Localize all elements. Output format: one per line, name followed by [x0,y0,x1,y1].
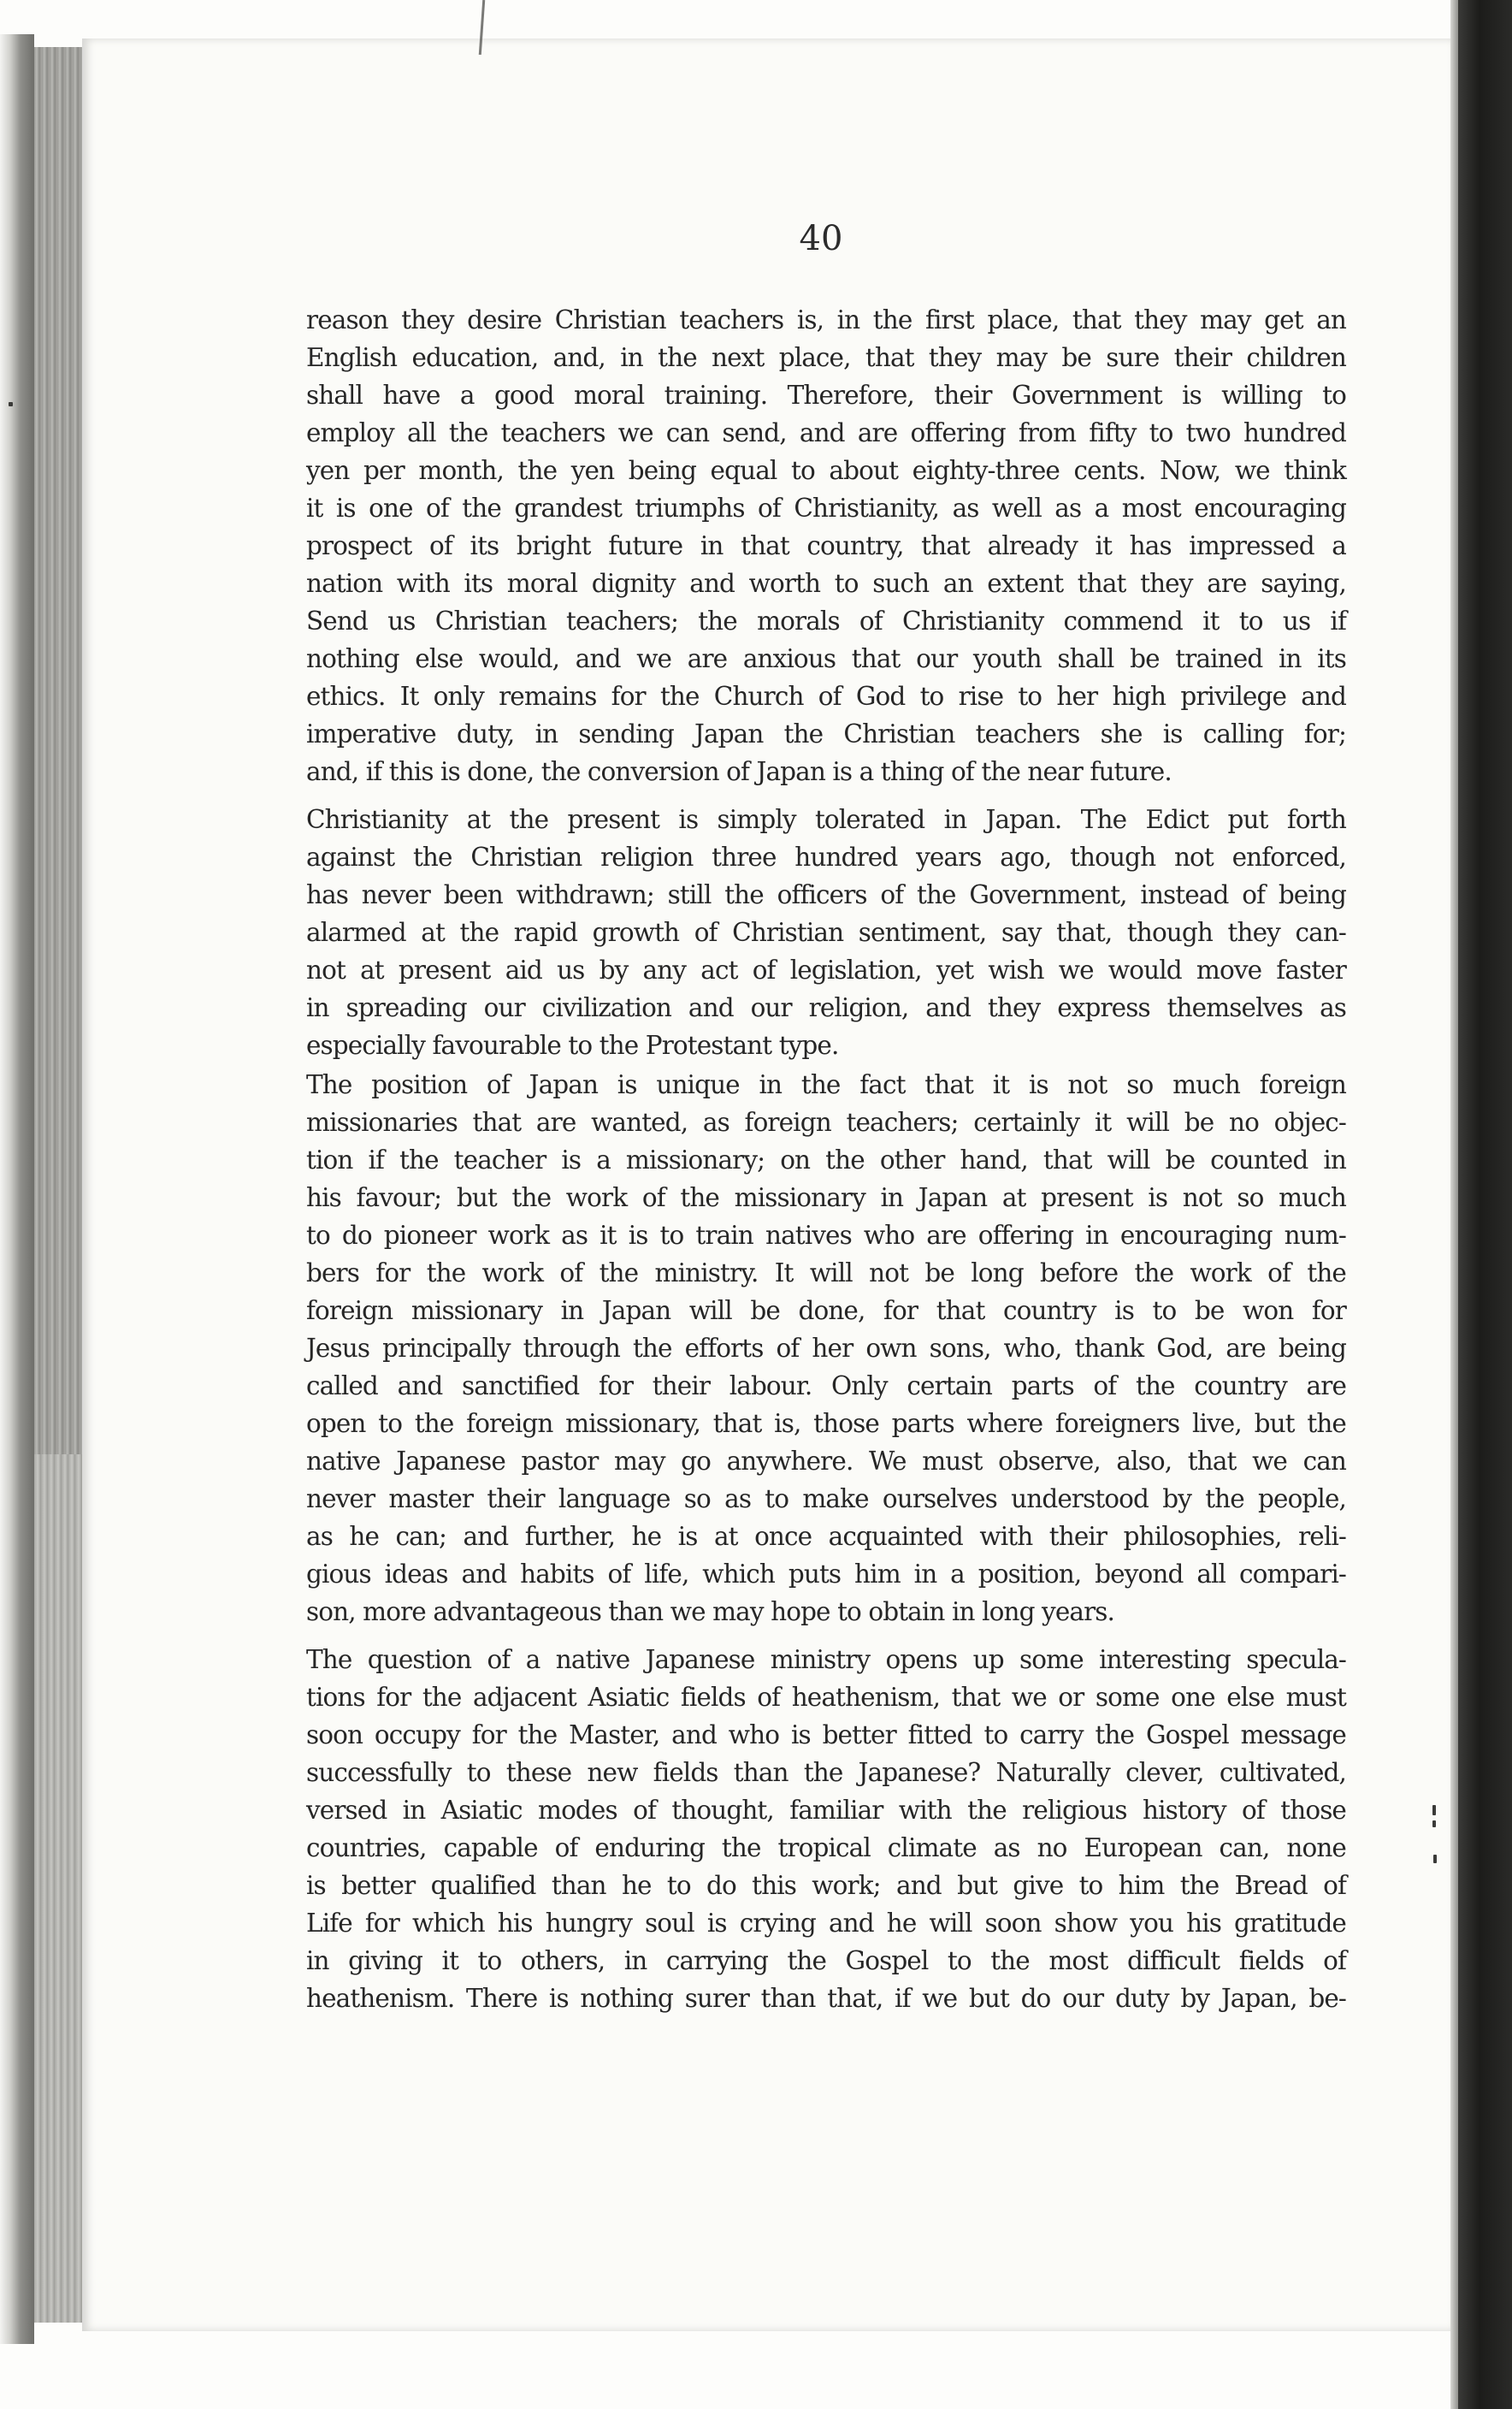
dust-speck [1433,1855,1437,1863]
text-line: bers for the work of the ministry. It will not be long before the work of the [306,1258,1346,1287]
paragraph-2 [306,801,1346,1064]
text-line: imperative duty, in sending Japan the Christian teachers she is calling for; [306,719,1346,749]
text-line: against the Christian religion three hundred years ago, though not enforced, [306,843,1346,872]
text-line: reason they desire Christian teachers is, in the first place, that they may get an [306,305,1346,334]
text-line: Christianity at the present is simply tolerated in Japan. The Edict put forth [306,805,1346,834]
text-line: nation with its moral dignity and worth to such an extent that they are saying, [306,569,1346,598]
text-line: not at present aid us by any act of legislation, yet wish we would move faster [306,956,1346,985]
right-binding-edge [1458,0,1512,2409]
text-line: alarmed at the rapid growth of Christian sentiment, say that, though they can- [306,918,1346,947]
text-line: is better qualified than he to do this work; and but give to him the Bread of [306,1871,1346,1900]
text-line: his favour; but the work of the missionary in Japan at present is not so much [306,1183,1346,1212]
paragraph-3 [306,1066,1346,1631]
text-line: tion if the teacher is a missionary; on the other hand, that will be counted in [306,1145,1346,1175]
text-line: has never been withdrawn; still the officers of the Government, instead of being [306,880,1346,909]
text-line: tions for the adjacent Asiatic fields of heathenism, that we or some one else must [306,1683,1346,1712]
left-binding-edge [0,34,34,2344]
text-line: gious ideas and habits of life, which puts him in a position, beyond all compari- [306,1560,1346,1589]
text-line: in spreading our civilization and our religion, and they express themselves as [306,993,1346,1022]
text-line: native Japanese pastor may go anywhere. We must observe, also, that we can [306,1447,1346,1476]
text-line: especially favourable to the Protestant type. [306,1031,839,1060]
text-line: Life for which his hungry soul is crying and he will soon show you his gratitude [306,1909,1346,1938]
text-line: prospect of its bright future in that country, that already it has impressed a [306,531,1346,560]
text-line: employ all the teachers we can send, and are offering from fifty to two hundred [306,418,1346,447]
text-line: English education, and, in the next place, that they may be sure their children [306,343,1346,372]
page-stack-edge-lower [34,1454,82,2323]
text-line: open to the foreign missionary, that is, those parts where foreigners live, but the [306,1409,1346,1438]
text-line: yen per month, the yen being equal to about eighty-three cents. Now, we think [306,456,1346,485]
text-line: countries, capable of enduring the tropical climate as no European can, none [306,1833,1346,1862]
text-line: The position of Japan is unique in the fact that it is not so much foreign [306,1070,1346,1099]
text-line: ethics. It only remains for the Church of God to rise to her high privilege and [306,682,1346,711]
text-line: Jesus principally through the efforts of her own sons, who, thank God, are being [306,1334,1346,1363]
body-text [306,301,1346,2017]
text-line: The question of a native Japanese ministry opens up some interesting specula- [306,1645,1346,1674]
text-line: called and sanctified for their labour. Only certain parts of the country are [306,1371,1346,1400]
dust-speck [1432,1805,1436,1815]
dust-speck [1432,1820,1436,1827]
text-line: nothing else would, and we are anxious that our youth shall be trained in its [306,644,1346,673]
text-line: it is one of the grandest triumphs of Christianity, as well as a most encouraging [306,494,1346,523]
text-line: as he can; and further, he is at once acquainted with their philosophies, reli- [306,1522,1346,1551]
text-line: shall have a good moral training. Therefore, their Government is willing to [306,381,1346,410]
text-line: soon occupy for the Master, and who is better fitted to carry the Gospel message [306,1720,1346,1749]
text-line: in giving it to others, in carrying the Gospel to the most difficult fields of [306,1946,1346,1975]
text-line: foreign missionary in Japan will be done, for that country is to be won for [306,1296,1346,1325]
text-line: to do pioneer work as it is to train natives who are offering in encouraging num- [306,1221,1346,1250]
text-line: son, more advantageous than we may hope to obtain in long years. [306,1597,1114,1626]
text-line: Send us Christian teachers; the morals of Christianity commend it to us if [306,607,1346,636]
page-number: 40 [799,219,843,258]
dust-speck [9,402,13,406]
text-line: never master their language so as to make ourselves understood by the people, [306,1484,1346,1513]
text-line: versed in Asiatic modes of thought, familiar with the religious history of those [306,1796,1346,1825]
text-line: heathenism. There is nothing surer than that, if we but do our duty by Japan, be- [306,1984,1346,2013]
paragraph-1 [306,301,1346,790]
text-line: and, if this is done, the conversion of Japan is a thing of the near future. [306,757,1172,786]
text-line: missionaries that are wanted, as foreign teachers; certainly it will be no objec- [306,1108,1346,1137]
paragraph-4 [306,1641,1346,2017]
text-line: successfully to these new fields than the Japanese? Naturally clever, cultivated, [306,1758,1346,1787]
